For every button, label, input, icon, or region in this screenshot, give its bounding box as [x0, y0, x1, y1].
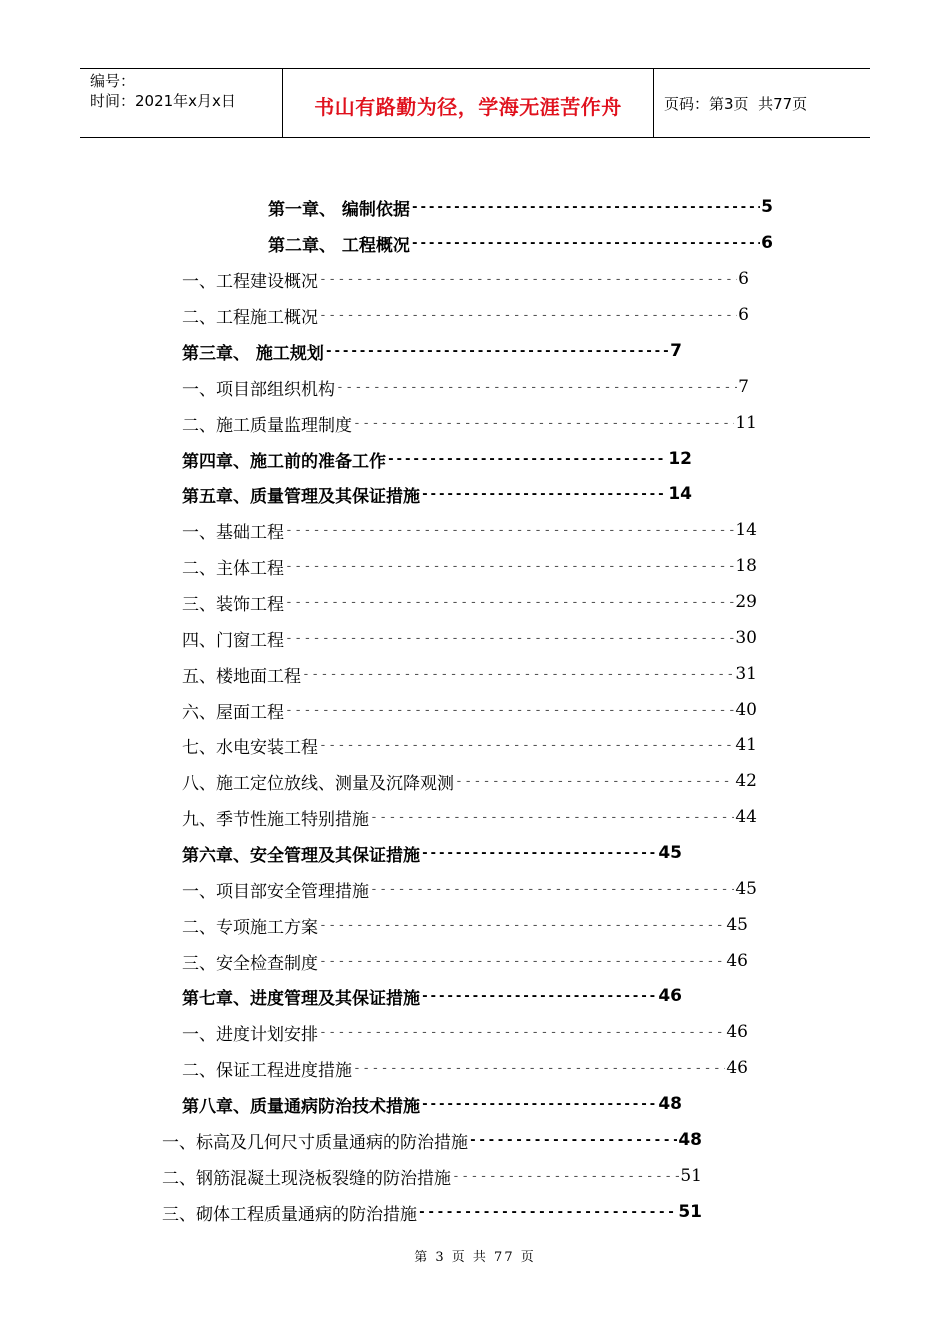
toc-entry-page: 31	[735, 664, 757, 684]
header-motto: 书山有路勤为径，学海无涯苦作舟	[314, 95, 622, 119]
toc-entry[interactable]	[162, 1162, 702, 1190]
toc-entry[interactable]	[182, 1090, 682, 1118]
toc-entry-page: 30	[735, 628, 757, 648]
toc-entry[interactable]	[268, 229, 773, 257]
toc-entry[interactable]	[182, 696, 757, 724]
toc-leader	[319, 1025, 725, 1040]
toc-entry[interactable]	[162, 1198, 702, 1226]
toc-entry-page: 14	[735, 520, 757, 540]
toc-entry-page: 48	[678, 1130, 702, 1150]
toc-leader	[418, 1205, 677, 1220]
toc-entry[interactable]	[182, 839, 682, 867]
toc-entry[interactable]	[182, 516, 757, 544]
toc-entry-label: 第二章、 工程概况	[268, 235, 410, 256]
toc-entry[interactable]	[182, 875, 757, 903]
toc-entry[interactable]	[182, 337, 682, 365]
toc-leader	[285, 523, 734, 538]
toc-entry[interactable]	[182, 947, 748, 975]
toc-entry-page: 6	[738, 269, 749, 289]
toc-leader	[285, 595, 734, 610]
toc-entry[interactable]	[182, 1054, 748, 1082]
toc-entry-label: 二、工程施工概况	[182, 307, 318, 328]
toc-entry-label: 一、标高及几何尺寸质量通病的防治措施	[162, 1132, 468, 1153]
toc-entry-label: 五、楼地面工程	[182, 666, 301, 687]
toc-entry-label: 第七章、进度管理及其保证措施	[182, 988, 420, 1009]
toc-entry[interactable]	[182, 552, 757, 580]
toc-entry-label: 一、项目部组织机构	[182, 379, 335, 400]
toc-entry-page: 46	[658, 986, 682, 1006]
toc-entry-label: 九、季节性施工特别措施	[182, 809, 369, 830]
toc-leader	[452, 1169, 679, 1184]
toc-leader	[421, 1097, 657, 1112]
toc-entry-page: 48	[658, 1094, 682, 1114]
toc-leader	[325, 344, 669, 359]
toc-entry-label: 三、砌体工程质量通病的防治措施	[162, 1204, 417, 1225]
toc-entry-page: 14	[668, 484, 692, 504]
toc-leader	[411, 236, 760, 251]
toc-entry-label: 第五章、质量管理及其保证措施	[182, 486, 420, 507]
toc-entry-page: 5	[761, 197, 773, 217]
toc-entry-label: 第四章、施工前的准备工作	[182, 451, 386, 472]
toc-entry-page: 40	[735, 700, 757, 720]
toc-entry-page: 6	[738, 305, 749, 325]
toc-leader	[353, 416, 734, 431]
toc-leader	[319, 954, 725, 969]
toc-entry-page: 18	[735, 556, 757, 576]
header-page-info: 页码：第3页 共77页	[664, 95, 808, 113]
toc-leader	[370, 810, 734, 825]
toc-leader	[319, 918, 725, 933]
toc-entry[interactable]	[182, 373, 749, 401]
toc-entry-label: 六、屋面工程	[182, 702, 284, 723]
toc-leader	[421, 846, 657, 861]
toc-entry-label: 二、施工质量监理制度	[182, 415, 352, 436]
toc-entry-page: 45	[735, 879, 757, 899]
toc-leader	[319, 738, 734, 753]
toc-entry-label: 二、保证工程进度措施	[182, 1060, 352, 1081]
toc-leader	[285, 631, 734, 646]
toc-entry[interactable]	[162, 1126, 702, 1154]
header-table	[80, 68, 870, 138]
toc-leader	[421, 487, 667, 502]
toc-entry[interactable]	[182, 911, 748, 939]
toc-leader	[387, 452, 667, 467]
toc-leader	[336, 380, 737, 395]
document-number-label: 编号：	[90, 72, 136, 90]
page-footer: 第 3 页 共 77 页	[414, 1250, 536, 1265]
toc-entry[interactable]	[182, 803, 757, 831]
toc-leader	[455, 774, 734, 789]
toc-entry[interactable]	[182, 1018, 748, 1046]
toc-entry[interactable]	[182, 480, 692, 508]
toc-entry-label: 一、基础工程	[182, 522, 284, 543]
toc-entry[interactable]	[182, 767, 757, 795]
toc-entry-page: 7	[738, 377, 749, 397]
toc-entry-page: 7	[670, 341, 682, 361]
toc-leader	[469, 1133, 677, 1148]
toc-entry-page: 29	[735, 592, 757, 612]
toc-entry[interactable]	[182, 445, 692, 473]
toc-leader	[285, 559, 734, 574]
toc-entry[interactable]	[182, 301, 749, 329]
toc-leader	[411, 200, 760, 215]
document-date: 时间：2021年x月x日	[90, 92, 236, 110]
toc-entry-label: 第三章、 施工规划	[182, 343, 324, 364]
toc-leader	[285, 703, 734, 718]
toc-entry-label: 三、安全检查制度	[182, 953, 318, 974]
toc-entry[interactable]	[182, 624, 757, 652]
toc-leader	[421, 989, 657, 1004]
toc-leader	[302, 667, 734, 682]
toc-entry-page: 6	[761, 233, 773, 253]
toc-entry-label: 二、专项施工方案	[182, 917, 318, 938]
toc-entry-label: 三、装饰工程	[182, 594, 284, 615]
toc-entry[interactable]	[182, 982, 682, 1010]
toc-entry[interactable]	[182, 588, 757, 616]
toc-entry[interactable]	[182, 409, 757, 437]
toc-entry-page: 51	[680, 1166, 702, 1186]
toc-entry-page: 46	[726, 951, 748, 971]
toc-entry-page: 45	[726, 915, 748, 935]
toc-entry-label: 一、进度计划安排	[182, 1024, 318, 1045]
toc-entry-page: 44	[735, 807, 757, 827]
toc-leader	[319, 308, 737, 323]
toc-entry-label: 一、工程建设概况	[182, 271, 318, 292]
toc-entry-label: 七、水电安装工程	[182, 737, 318, 758]
toc-entry-page: 51	[678, 1202, 702, 1222]
toc-entry-label: 一、项目部安全管理措施	[182, 881, 369, 902]
toc-entry[interactable]	[268, 193, 773, 221]
toc-entry-page: 12	[668, 449, 692, 469]
toc-entry[interactable]	[182, 265, 749, 293]
header-left-cell	[90, 71, 236, 111]
toc-entry-label: 第一章、 编制依据	[268, 199, 410, 220]
toc-entry-page: 45	[658, 843, 682, 863]
toc-entry-label: 第八章、质量通病防治技术措施	[182, 1096, 420, 1117]
toc-entry-label: 二、主体工程	[182, 558, 284, 579]
toc-entry-label: 四、门窗工程	[182, 630, 284, 651]
toc-entry-page: 11	[735, 413, 757, 433]
toc-entry-label: 八、施工定位放线、测量及沉降观测	[182, 773, 454, 794]
toc-leader	[370, 882, 734, 897]
toc-entry-label: 二、钢筋混凝土现浇板裂缝的防治措施	[162, 1168, 451, 1189]
toc-leader	[353, 1061, 725, 1076]
toc-leader	[319, 272, 737, 287]
toc-entry-page: 46	[726, 1058, 748, 1078]
toc-entry-page: 41	[735, 735, 757, 755]
toc-entry-page: 42	[735, 771, 757, 791]
toc-entry-page: 46	[726, 1022, 748, 1042]
header-divider	[653, 69, 654, 137]
toc-entry-label: 第六章、安全管理及其保证措施	[182, 845, 420, 866]
toc-entry[interactable]	[182, 731, 757, 759]
toc-entry[interactable]	[182, 660, 757, 688]
